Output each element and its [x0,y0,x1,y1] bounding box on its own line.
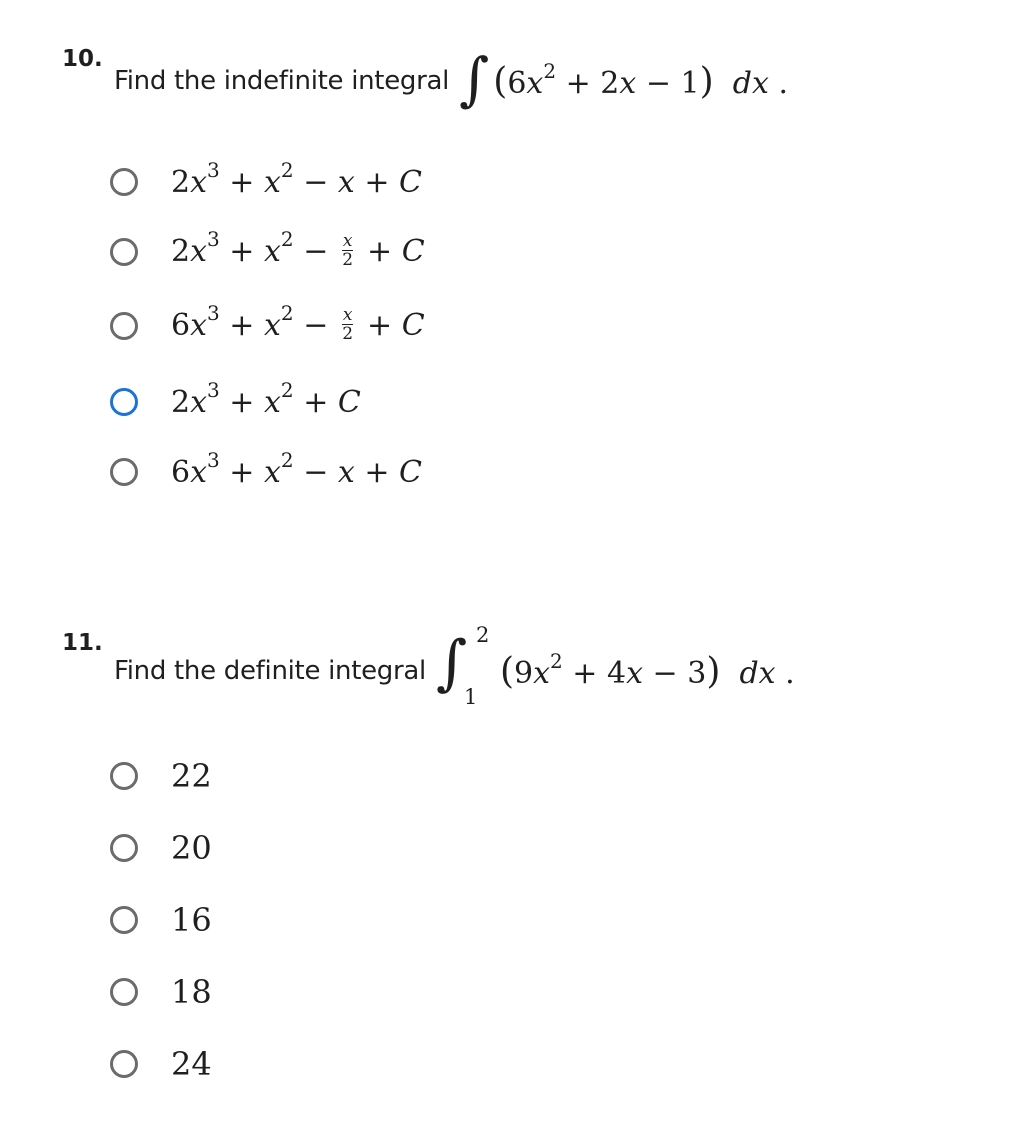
fraction: $\frac{x}{2}$ [342,230,354,270]
option-label: $2x^3 + x^2 + C$ [171,377,361,420]
option-label: 20 [171,829,212,867]
question-number: 10. [62,46,103,72]
option-label: 24 [171,1045,212,1083]
answer-option-3[interactable] [110,300,425,348]
radio-button[interactable] [110,906,138,934]
option-label: $6x^3 + x^2$ − $\frac{x}{2}$ + C [171,300,425,344]
radio-button[interactable] [110,834,138,862]
answer-option-1[interactable] [110,754,212,798]
definite-integral-sign-icon: ∫ 2 1 [435,623,490,709]
upper-limit: 2 [475,623,490,647]
prompt-text: Find the definite integral [114,656,426,686]
answer-option-2[interactable] [110,826,212,870]
radio-button[interactable] [110,312,138,340]
radio-button[interactable] [110,458,138,486]
answer-option-5[interactable] [110,1042,212,1086]
radio-button-selected[interactable] [110,388,138,416]
radio-button[interactable] [110,238,138,266]
option-label: $2x^3 + x^2$ − $\frac{x}{2}$ + C [171,226,425,270]
radio-button[interactable] [110,1050,138,1078]
radio-button[interactable] [110,978,138,1006]
radio-button[interactable] [110,168,138,196]
answer-option-4[interactable] [110,970,212,1014]
question-number: 11. [62,630,103,656]
option-label: 18 [171,973,212,1011]
answer-option-4[interactable] [110,377,361,424]
answer-option-3[interactable] [110,898,212,942]
integral-sign-icon: ∫ [459,45,490,113]
lower-limit: 1 [463,685,478,709]
option-label: $2x^3 + x^2 - x + C$ [171,157,422,200]
answer-option-5[interactable] [110,447,422,494]
question-prompt [114,38,788,124]
option-label: 22 [171,757,212,795]
fraction: $\frac{x}{2}$ [342,304,354,344]
prompt-text: Find the indefinite integral [114,66,450,96]
answer-option-2[interactable] [110,226,425,274]
option-label: $6x^3 + x^2 - x + C$ [171,447,422,490]
question-prompt [114,623,795,716]
integrand: $(9x^2 + 4x - 3)$ dx . [499,648,795,692]
option-label: 16 [171,901,212,939]
integrand: $(6x^2 + 2x - 1)$ dx . [493,58,788,102]
answer-option-1[interactable] [110,157,422,204]
radio-button[interactable] [110,762,138,790]
